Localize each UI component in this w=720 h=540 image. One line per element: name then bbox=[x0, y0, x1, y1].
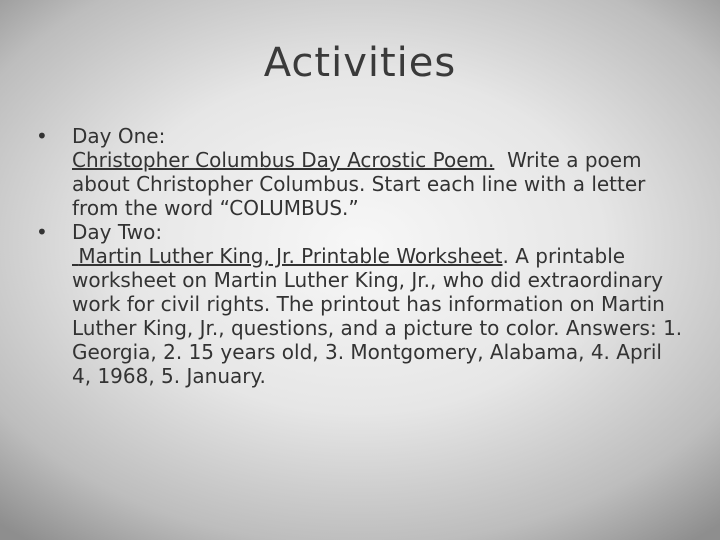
bullet-icon: • bbox=[36, 124, 48, 148]
bullet-item-day-one bbox=[36, 124, 686, 220]
day-one-text bbox=[72, 148, 686, 220]
day-two-description: . A printable worksheet on Martin Luther King, Jr., who did extraordinary work for civil rights. The printout has information on Martin Luther King, Jr., questions, and a picture to color. Answers: 1. Georgia, 2. 15 years old, 3. Montgomery, Alabama, 4. April 4, 1968, 5. January. bbox=[72, 244, 683, 388]
acrostic-poem-link[interactable]: Christopher Columbus Day Acrostic Poem. bbox=[72, 148, 495, 172]
slide-content bbox=[36, 124, 686, 388]
mlk-worksheet-link-label[interactable]: Martin Luther King, Jr. Printable Worksheet bbox=[78, 244, 503, 268]
slide-title: Activities bbox=[263, 40, 457, 86]
day-one-description: Write a poem about Christopher Columbus. Start each line with a letter from the word “COLUMBUS.” bbox=[72, 148, 646, 220]
bullet-item-day-two bbox=[36, 220, 686, 388]
bullet-icon: • bbox=[36, 220, 48, 244]
mlk-worksheet-link[interactable] bbox=[72, 244, 503, 268]
day-two-label: Day Two: bbox=[72, 220, 163, 244]
day-one-label: Day One: bbox=[72, 124, 166, 148]
day-two-text bbox=[72, 244, 686, 388]
